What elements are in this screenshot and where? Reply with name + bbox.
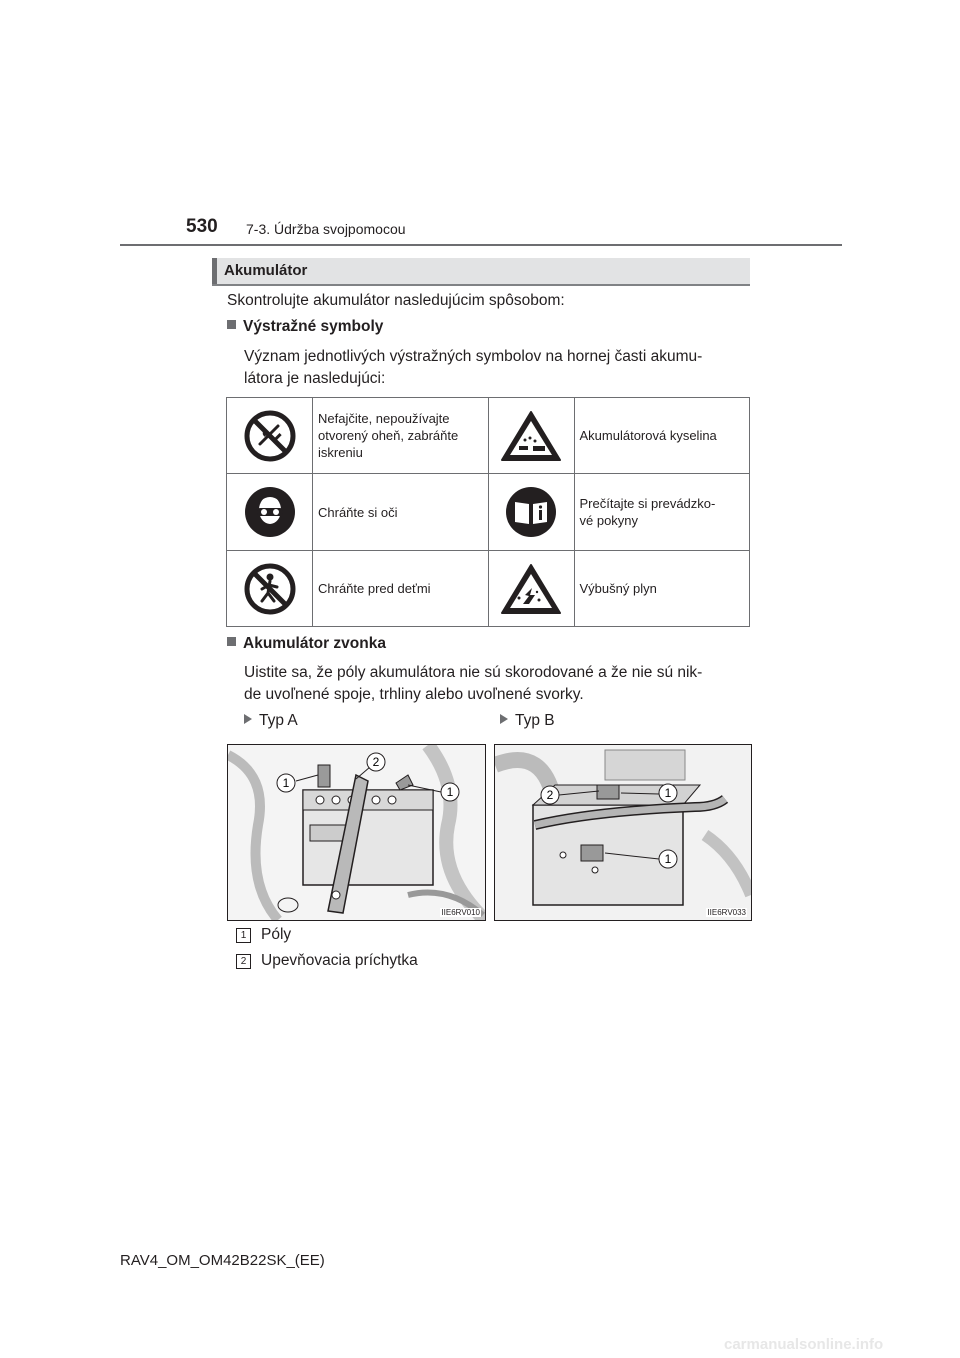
explosive-gas-icon xyxy=(488,551,574,627)
intro-text: Skontrolujte akumulátor nasledujúcim spôsobom: xyxy=(227,292,565,309)
symbol-label: Chráňte pred deťmi xyxy=(313,551,489,627)
warning-symbols-table xyxy=(226,397,750,627)
symbol-label: Prečítajte si prevádzko- vé pokyny xyxy=(574,474,750,551)
manual-icon xyxy=(488,474,574,551)
table-row xyxy=(227,474,750,551)
type-label-text: Typ A xyxy=(259,712,298,729)
legend-text: Póly xyxy=(261,926,292,943)
battery-photo-type-b xyxy=(494,744,752,921)
battery-illustration-a xyxy=(228,745,485,920)
warning-symbols-description: Význam jednotlivých výstražných symbolov na hornej časti akumu- látora je nasledujúci: xyxy=(244,348,703,387)
page-number: 530 xyxy=(186,216,218,237)
header-divider xyxy=(120,244,842,246)
no-smoking-icon xyxy=(227,398,313,474)
callout-number: 2 xyxy=(546,788,554,802)
callout-number: 1 xyxy=(664,786,672,800)
square-bullet-icon xyxy=(227,320,236,329)
callout-number: 1 xyxy=(446,785,454,799)
subheading-text: Akumulátor zvonka xyxy=(243,635,386,652)
watermark: carmanualsonline.info xyxy=(724,1336,884,1353)
table-row xyxy=(227,551,750,627)
subheading-battery-exterior xyxy=(227,635,386,653)
keep-children-away-icon xyxy=(227,551,313,627)
legend-text: Upevňovacia príchytka xyxy=(261,952,418,969)
legend-item xyxy=(236,952,418,970)
footer-document-code: RAV4_OM_OM42B22SK_(EE) xyxy=(120,1252,325,1269)
legend-item xyxy=(236,926,291,944)
section-heading-text: Akumulátor xyxy=(224,262,308,279)
subheading-text: Výstražné symboly xyxy=(243,318,384,335)
battery-photo-type-a xyxy=(227,744,486,921)
legend-number: 1 xyxy=(236,928,251,943)
section-heading xyxy=(212,258,750,286)
symbol-label: Výbušný plyn xyxy=(574,551,750,627)
symbol-label: Akumulátorová kyselina xyxy=(574,398,750,474)
figure-type-a-label xyxy=(244,712,298,730)
battery-exterior-description: Uistite sa, že póly akumulátora nie sú skorodované a že nie sú nik- de uvoľnené spoje, trhliny alebo uvoľnené svorky. xyxy=(244,664,703,703)
triangle-bullet-icon xyxy=(500,714,508,724)
table-row xyxy=(227,398,750,474)
square-bullet-icon xyxy=(227,637,236,646)
type-label-text: Typ B xyxy=(515,712,555,729)
triangle-bullet-icon xyxy=(244,714,252,724)
battery-acid-icon xyxy=(488,398,574,474)
chapter-title: 7-3. Údržba svojpomocou xyxy=(246,221,406,237)
eye-protection-icon xyxy=(227,474,313,551)
callout-number: 2 xyxy=(372,755,380,769)
section-heading-bar xyxy=(212,258,217,284)
symbol-label: Nefajčite, nepoužívajte otvorený oheň, zabráňte iskreniu xyxy=(313,398,489,474)
callout-number: 1 xyxy=(664,852,672,866)
figure-type-b-label xyxy=(500,712,555,730)
symbol-label: Chráňte si oči xyxy=(313,474,489,551)
subheading-warning-symbols xyxy=(227,318,383,336)
legend-number: 2 xyxy=(236,954,251,969)
figure-code: IIE6RV033 xyxy=(707,908,746,917)
callout-number: 1 xyxy=(282,776,290,790)
battery-illustration-b xyxy=(495,745,751,920)
figure-code: IIE6RV010 xyxy=(441,908,480,917)
